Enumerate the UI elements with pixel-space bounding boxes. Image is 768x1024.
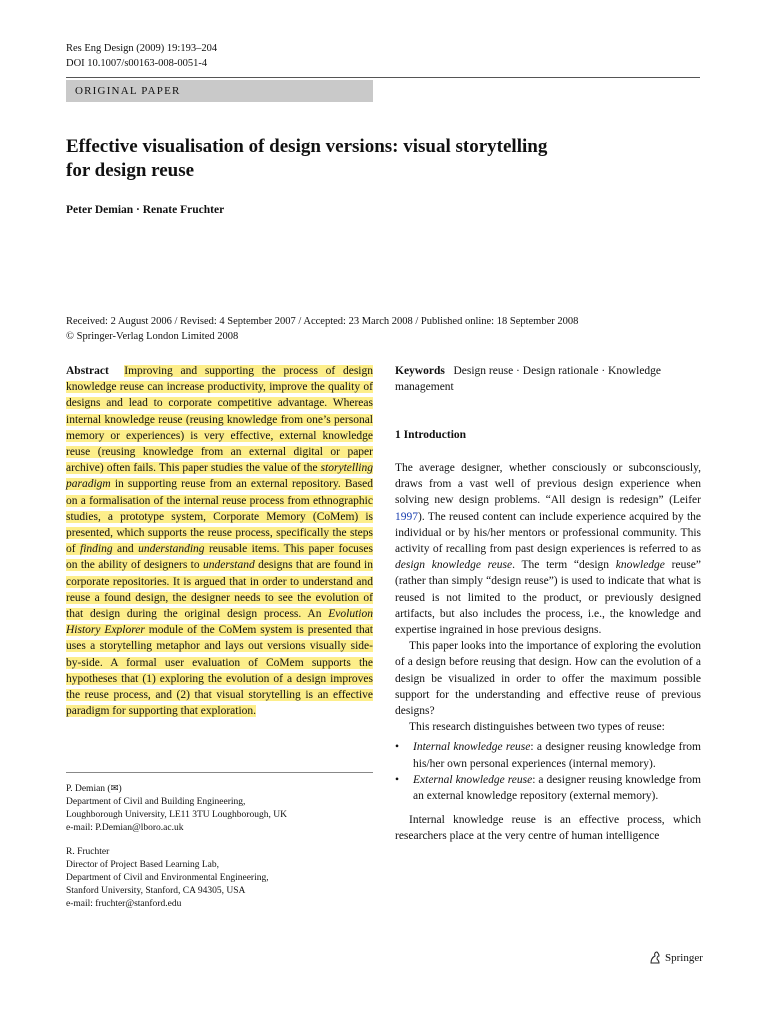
dates-line: Received: 2 August 2006 / Revised: 4 September 2007 / Accepted: 23 March 2008 / Published online: 18 September 2008 xyxy=(66,316,579,327)
paragraph: The average designer, whether consciously or subconsciously, draws from a vast well of previous design experience when solving new design problems. “All design is redesign” (Leifer 1997). The reused content can include experience acquired by the individual or by his/her mentors or professional community. This activity of recalling from past design experiences is referred to as design knowledge reuse. The term “design knowledge reuse” (rather than simply “design reuse”) is used to indicate that what is reused is not limited to the product, or previously designed artifacts, but also includes the process, i.e., the knowledge and expertise ingrained in hose previous designs. xyxy=(395,462,702,637)
publication-dates xyxy=(66,314,706,344)
publisher-logo xyxy=(648,951,703,965)
copyright-line: © Springer-Verlag London Limited 2008 xyxy=(66,331,239,342)
paragraph: This paper looks into the importance of exploring the evolution of a design before reusing that design. How can the evolution of a design be visualized in order to offer the maximum possible support for the understanding and effective reuse of previous designs? xyxy=(395,640,701,718)
affiliation-fruchter: R. Fruchter Director of Project Based Learning Lab, Department of Civil and Environmental Engineering, Stanford University, Stanford, CA 94305, USA e-mail: fruchter@stanford.edu xyxy=(66,846,366,911)
paragraph: This research distinguishes between two types of reuse: xyxy=(409,721,665,734)
affiliation-rule xyxy=(66,772,373,773)
author-list: Peter Demian · Renate Fruchter xyxy=(66,204,225,216)
affiliation-demian: P. Demian (✉) Department of Civil and Building Engineering, Loughborough University, LE11 3TU Loughborough, UK e-mail: P.Demian@lboro.ac.uk xyxy=(66,783,366,835)
section-label: ORIGINAL PAPER xyxy=(66,80,373,102)
paper-title xyxy=(66,135,666,183)
paragraph: Internal knowledge reuse is an effective process, which researchers place at the very centre of human intelligence xyxy=(395,814,701,843)
keywords-text: Design reuse · Design rationale · Knowledge management xyxy=(395,365,662,393)
header-rule xyxy=(66,77,700,78)
springer-horse-icon xyxy=(648,951,662,965)
abstract-text: Improving and supporting the process of design knowledge reuse can increase productivity, improve the quality of designs and lead to corporate competitive advantage. Whereas internal knowledge reuse (reusing knowledge from one’s personal memory or experiences) is very effective, external knowledge reuse (reusing knowledge from an external digital or paper archive) often fails. This paper studies the value of the storytelling paradigm in supporting reuse from an external repository. Based on a formalisation of the internal reuse process from ethnographic studies, a prototype system, Corporate Memory (CoMem) is presented, which supports the reuse process, specifically the steps of finding and understanding reusable items. This paper focuses on the ability of designers to understand designs that are found in corporate repositories. It is argued that in order to understand and reuse a found design, the designer needs to see the evolution of that design during the original design process. An Evolution History Explorer module of the CoMem system is presented that uses a storytelling metaphor and lays out versions visually side-by-side. A formal user evaluation of CoMem supports the hypotheses that (1) exploring the evolution of a design improves the reuse process, and (2) that visual storytelling is an effective paradigm for supporting that exploration. xyxy=(66,365,374,718)
journal-citation xyxy=(66,41,217,71)
reuse-types-list xyxy=(395,739,701,804)
publisher-name: Springer xyxy=(665,952,703,964)
citation-link[interactable]: 1997 xyxy=(395,510,418,523)
doi-line: DOI 10.1007/s00163-008-0051-4 xyxy=(66,58,208,69)
list-item: • Internal knowledge reuse: a designer reusing knowledge from his/her own personal experiences (internal memory). xyxy=(395,739,701,771)
abstract-label: Abstract xyxy=(66,365,109,377)
introduction-body xyxy=(395,460,701,845)
section-heading: 1 Introduction xyxy=(395,429,467,441)
email-fruchter[interactable]: e-mail: fruchter@stanford.edu xyxy=(66,899,182,909)
journal-line: Res Eng Design (2009) 19:193–204 xyxy=(66,43,218,54)
list-item: • External knowledge reuse: a designer reusing knowledge from an external knowledge repository (external memory). xyxy=(395,772,701,804)
keywords-label: Keywords xyxy=(395,365,445,377)
keywords xyxy=(395,363,700,395)
title-line: for design reuse xyxy=(66,160,195,181)
title-line: Effective visualisation of design versions: visual storytelling xyxy=(66,136,548,157)
email-demian[interactable]: e-mail: P.Demian@lboro.ac.uk xyxy=(66,823,184,833)
abstract xyxy=(66,363,373,719)
